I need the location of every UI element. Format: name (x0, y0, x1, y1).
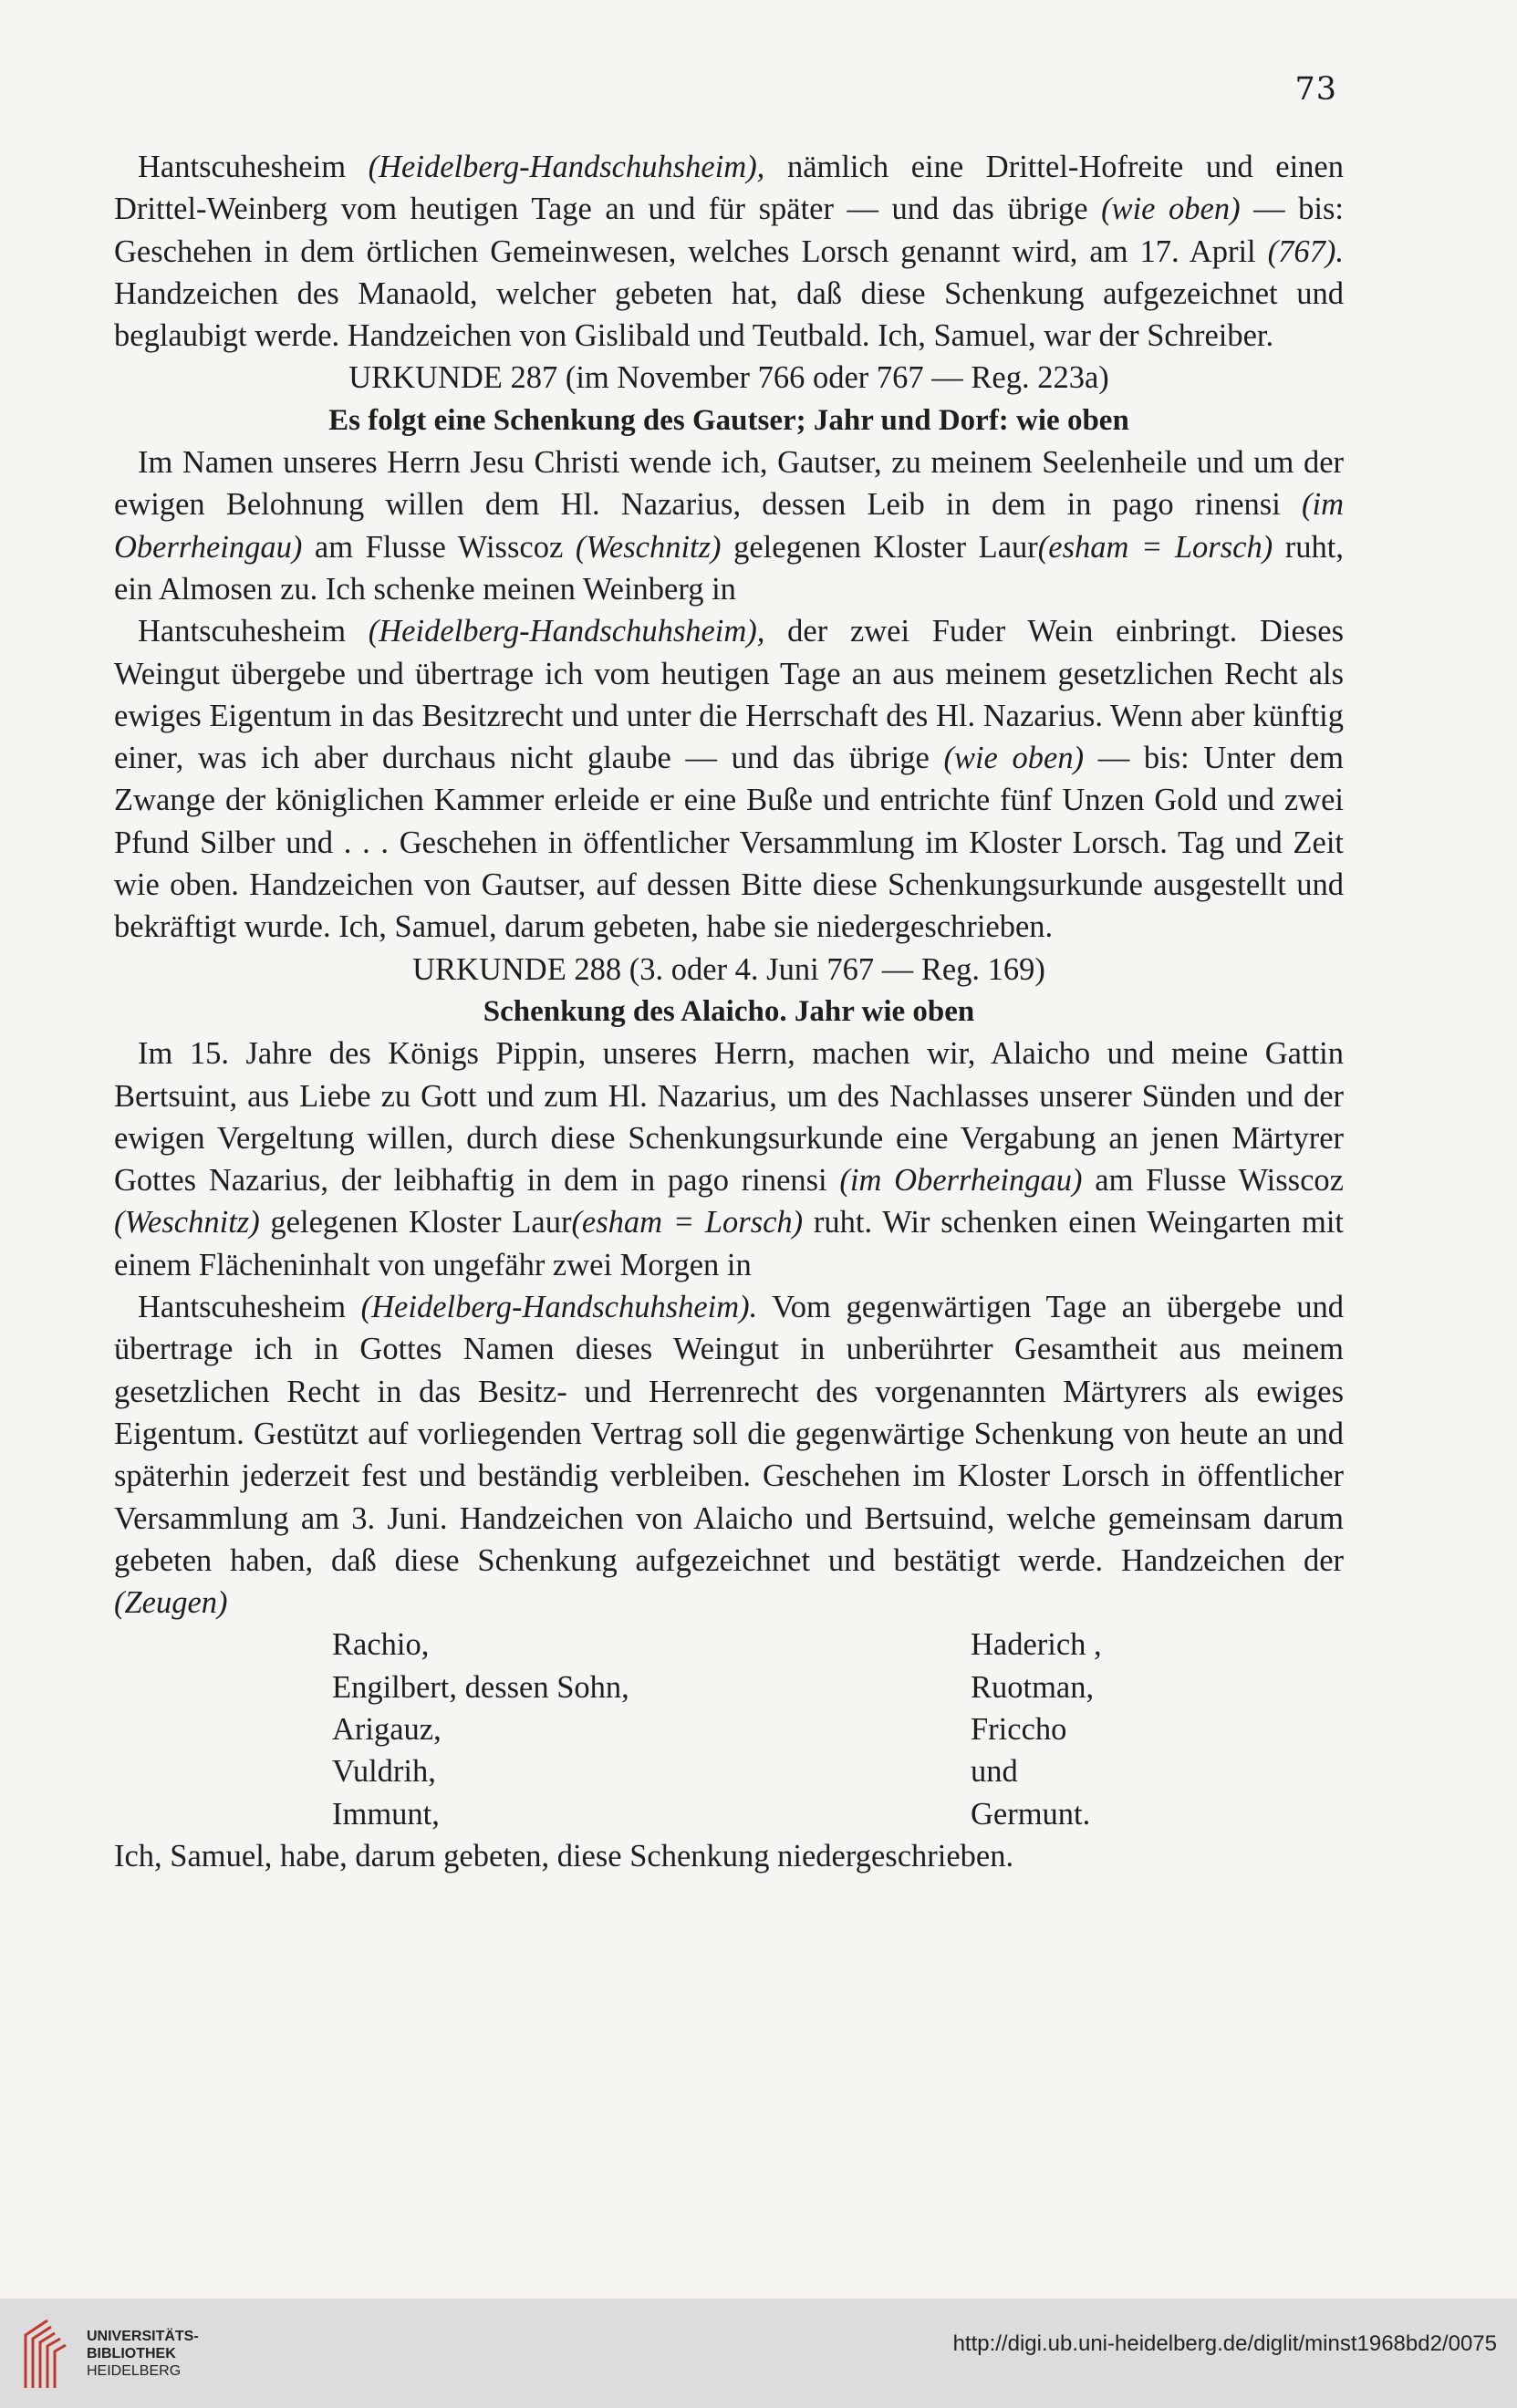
text-run: Hantscuhesheim (138, 1290, 361, 1325)
witness-name: Haderich , (971, 1627, 1102, 1663)
text-run: nämlich eine Drittel-Hofreite und einen Drittel-Weinberg vom heutigen Tage an und für später — und das übrige (114, 150, 1344, 227)
text-run: Hantscuhesheim (138, 150, 369, 184)
paragraph-5 (114, 1286, 1344, 1624)
witness-name: Engilbert, dessen Sohn, (332, 1669, 629, 1705)
text-run: Im Namen unseres Herrn Jesu Christi wende ich, Gautser, zu meinem Seelenheile und um der ewigen Belohnung willen dem Hl. Nazarius, dessen Leib in dem in pago rinensi (114, 445, 1344, 523)
text-run: gelegenen Kloster Laur (721, 529, 1038, 565)
italic-run: (wie oben) (943, 741, 1085, 776)
paragraph-2 (114, 441, 1344, 610)
witness-name: Arigauz, (332, 1711, 442, 1747)
text-run: am Flusse Wisscoz (302, 529, 576, 565)
witness-name: und (971, 1754, 1018, 1790)
paragraph-1 (114, 146, 1344, 357)
library-logo-icon (20, 2317, 73, 2390)
witness-list (332, 1624, 1344, 1834)
italic-run: (Zeugen) (114, 1585, 228, 1621)
source-url-link[interactable]: http://digi.ub.uni-heidelberg.de/diglit/minst1968bd2/0075 (952, 2331, 1497, 2356)
library-name (87, 2328, 199, 2380)
library-name-line: BIBLIOTHEK (87, 2346, 176, 2361)
body-text (114, 146, 1344, 1877)
italic-run: (im Oberrheingau) (839, 1163, 1083, 1199)
witness-name: Immunt, (332, 1796, 440, 1832)
italic-run: (esham = Lorsch) (571, 1205, 804, 1240)
heading-urkunde-288: URKUNDE 288 (3. oder 4. Juni 767 — Reg. 169) (412, 951, 1045, 987)
page-number: 73 (1294, 71, 1337, 108)
text-run: ruht, ein Almosen zu. Ich schenke meinen Weinberg in (114, 529, 1344, 607)
paragraph-3 (114, 610, 1344, 948)
italic-run: (Heidelberg-Handschuhsheim). (360, 1290, 758, 1325)
text-run: ruht. Wir schenken einen Weingarten mit einem Flächeninhalt von ungefähr zwei Morgen in (114, 1205, 1345, 1282)
text-run: der zwei Fuder Wein einbringt. Dieses Weingut übergebe und übertrage ich vom heutigen Tage an aus meinem gesetzlichen Recht als ewiges Eigentum in das Besitzrecht und unter die Herrschaft des Hl. Nazarius. Wenn aber künftig einer, was ich aber durchaus nicht glaube — und das übrige (114, 614, 1344, 776)
library-name-line: HEIDELBERG (87, 2363, 182, 2379)
witness-name: Friccho (971, 1711, 1067, 1747)
text-run: am Flusse Wisscoz (1082, 1163, 1344, 1199)
text-run: Vom gegenwärtigen Tage an übergebe und übertrage ich in Gottes Namen dieses Weingut in unberührter Gesamtheit aus meinem gesetzlichen Recht in das Besitz- und Herrenrecht des vorgenannten Märtyrers als ewiges Eigentum. Gestützt auf vorliegenden Vertrag soll die gegenwärtige Schenkung von heute an und späterhin jederzeit fest und beständig verbleiben. Geschehen im Kloster Lorsch in öffentlicher Versammlung am 3. Juni. Handzeichen von Alaicho und Bertsuind, welche gemeinsam darum gebeten haben, daß diese Schenkung aufgezeichnet und bestätigt werde. Handzeichen der (114, 1290, 1344, 1578)
text-run: — bis: Geschehen in dem örtlichen Gemeinwesen, welches Lorsch genannt wird, am 17. April (114, 192, 1344, 269)
paragraph-4 (114, 1033, 1344, 1286)
italic-run: (im Oberrheingau) (114, 487, 1344, 565)
italic-run: (Heidelberg-Handschuhsheim), (368, 150, 765, 184)
text-run: gelegenen Kloster Laur (259, 1205, 572, 1240)
italic-run: (esham = Lorsch) (1037, 529, 1273, 565)
subheading-urkunde-288: Schenkung des Alaicho. Jahr wie oben (483, 994, 975, 1028)
text-run: Im 15. Jahre des Königs Pippin, unseres Herrn, machen wir, Alaicho und meine Gattin Bertsuint, aus Liebe zu Gott und zum Hl. Nazarius, um des Nachlasses unserer Sünden und der ewigen Vergeltung willen, durch diese Schenkungsurkunde eine Vergabung an jenen Märtyrer Gottes Nazarius, der leibhaftig in dem in pago rinensi (114, 1036, 1344, 1199)
closing-line: Ich, Samuel, habe, darum gebeten, diese Schenkung niedergeschrieben. (114, 1838, 1014, 1873)
italic-run: (Heidelberg-Handschuhsheim), (368, 614, 765, 649)
italic-run: (wie oben) (1101, 192, 1241, 227)
library-name-line: UNIVERSITÄTS- (87, 2329, 199, 2344)
heading-urkunde-287: URKUNDE 287 (im November 766 oder 767 — Reg. 223a) (348, 360, 1109, 396)
italic-run: (Weschnitz) (114, 1205, 260, 1240)
italic-run: (Weschnitz) (575, 529, 722, 565)
witness-name: Vuldrih, (332, 1754, 436, 1790)
witness-name: Germunt. (971, 1796, 1091, 1832)
text-run: Handzeichen des Manaold, welcher gebeten hat, daß diese Schenkung aufgezeichnet und beglaubigt werde. Handzeichen von Gislibald und Teutbald. Ich, Samuel, war der Schreiber. (114, 275, 1344, 354)
subheading-urkunde-287: Es folgt eine Schenkung des Gautser; Jahr und Dorf: wie oben (328, 403, 1129, 437)
witness-name: Rachio, (332, 1627, 430, 1663)
witness-name: Ruotman, (971, 1669, 1095, 1705)
text-run: — bis: Unter dem Zwange der königlichen Kammer erleide er eine Buße und entrichte fünf Unzen Gold und zwei Pfund Silber und . . . Geschehen in öffentlicher Versammlung im Kloster Lorsch. Tag und Zeit wie oben. Handzeichen von Gautser, auf dessen Bitte diese Schenkungsurkunde ausgestellt und bekräftigt wurde. Ich, Samuel, darum gebeten, habe sie niedergeschrieben. (114, 741, 1345, 945)
text-run: Hantscuhesheim (138, 614, 369, 649)
italic-run: (767). (1267, 234, 1344, 269)
